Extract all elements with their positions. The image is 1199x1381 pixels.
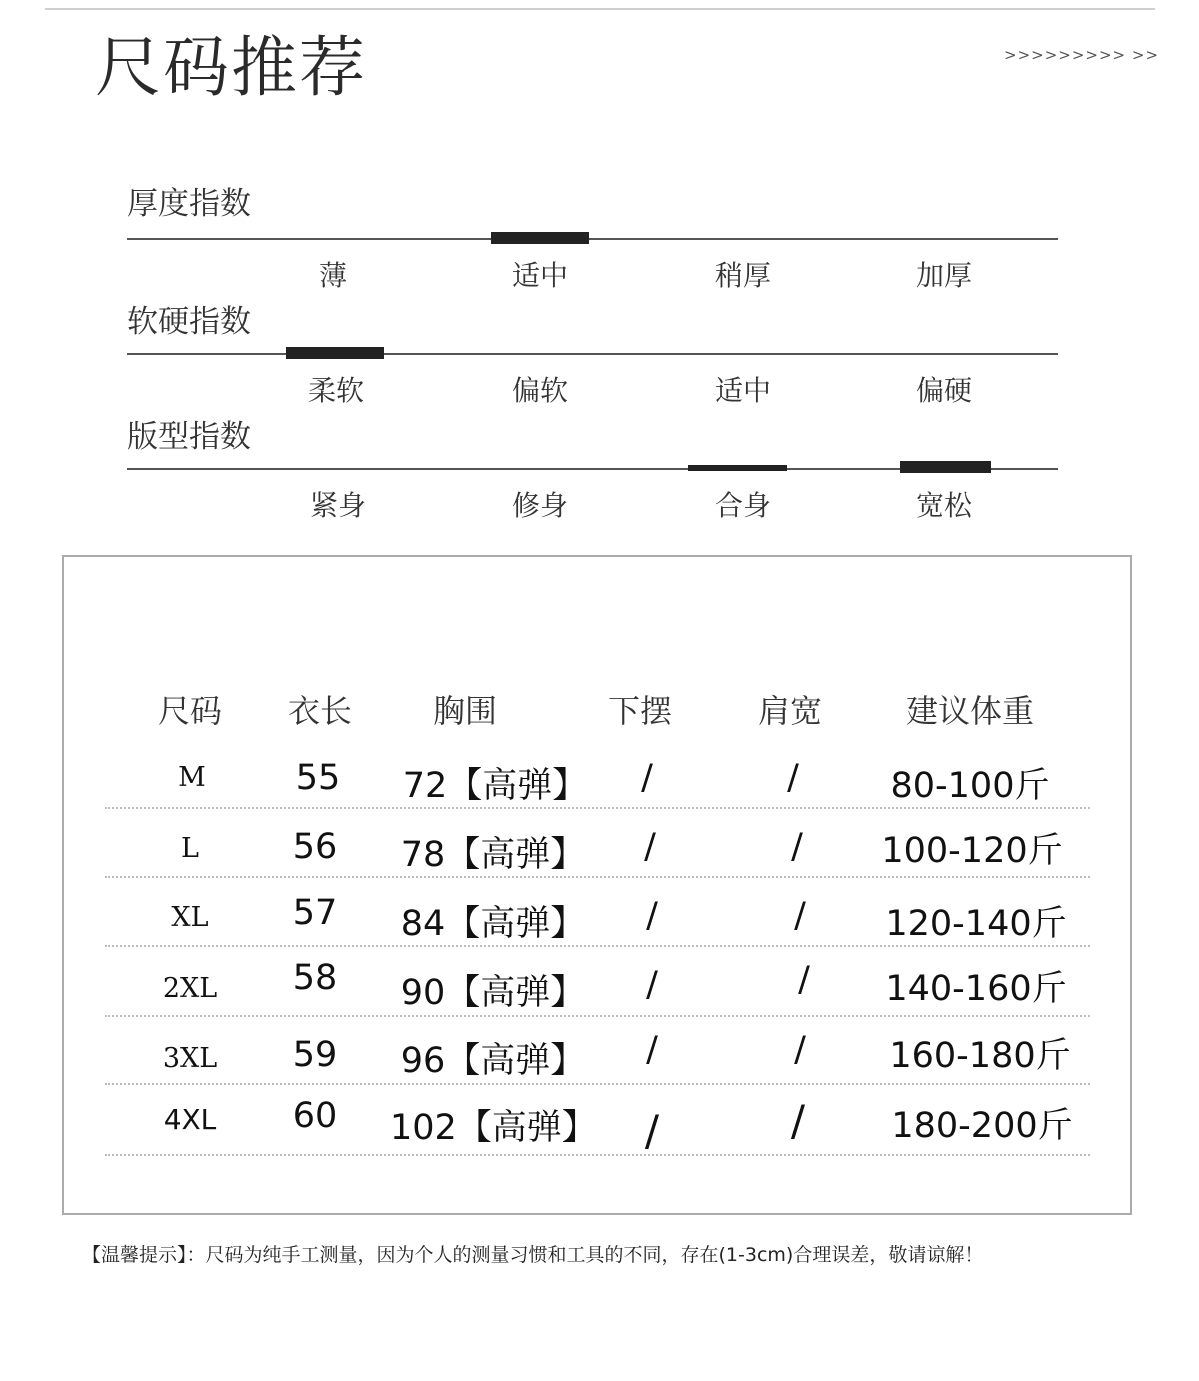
table-row-shoulder: / — [794, 896, 806, 936]
fit-option-regular: 合身 — [714, 489, 771, 522]
softness-option-soft: 柔软 — [307, 374, 364, 407]
table-row-shoulder: / — [794, 1030, 806, 1070]
thickness-option-thin: 薄 — [318, 259, 347, 292]
row-divider — [105, 1015, 1090, 1017]
table-row-hem: / — [641, 758, 653, 798]
softness-option-slightly-hard: 偏硬 — [915, 374, 972, 407]
fit-index-label: 版型指数 — [127, 419, 251, 455]
row-divider — [105, 876, 1090, 878]
table-row-weight: 140-160斤 — [885, 969, 1067, 1009]
table-row-length: 59 — [292, 1035, 338, 1075]
table-row-chest: 90【高弹】 — [400, 973, 586, 1013]
table-row-length: 56 — [292, 827, 338, 867]
table-row-chest: 84【高弹】 — [400, 904, 586, 944]
thickness-option-thick: 加厚 — [915, 259, 972, 292]
table-row-shoulder: / — [787, 758, 799, 798]
table-row-length: 55 — [295, 758, 341, 798]
softness-option-medium: 适中 — [714, 374, 771, 407]
thickness-index-label: 厚度指数 — [127, 186, 251, 222]
table-row-chest: 102【高弹】 — [390, 1108, 597, 1148]
header-weight: 建议体重 — [905, 692, 1034, 730]
thickness-index-line — [127, 238, 1058, 240]
thickness-option-medium: 适中 — [511, 259, 568, 292]
arrow-decoration: >>>>>>>>> >> — [1004, 46, 1160, 64]
softness-index-label: 软硬指数 — [127, 304, 251, 340]
table-row-hem: / — [644, 1106, 660, 1155]
table-row-weight: 120-140斤 — [885, 904, 1067, 944]
table-row-size: 3XL — [162, 1043, 218, 1074]
fit-option-tight: 紧身 — [309, 489, 366, 522]
table-row-chest: 96【高弹】 — [400, 1041, 586, 1081]
header-hem: 下摆 — [607, 692, 672, 730]
fit-option-loose: 宽松 — [915, 489, 972, 522]
top-divider — [45, 8, 1155, 10]
table-row-size: 2XL — [162, 973, 218, 1004]
thickness-selected-marker — [491, 232, 589, 244]
table-row-chest: 78【高弹】 — [400, 835, 586, 875]
row-divider — [105, 1083, 1090, 1085]
table-row-weight: 160-180斤 — [889, 1036, 1071, 1076]
thickness-option-slightly-thick: 稍厚 — [714, 259, 771, 292]
row-divider — [105, 945, 1090, 947]
table-row-size: 4XL — [163, 1103, 217, 1136]
row-divider — [105, 807, 1090, 809]
table-row-hem: / — [646, 965, 658, 1005]
softness-selected-marker — [286, 347, 384, 359]
table-row-weight: 180-200斤 — [891, 1106, 1073, 1146]
fit-option-slim: 修身 — [511, 489, 568, 522]
table-row-length: 58 — [292, 958, 338, 998]
table-row-size: L — [181, 833, 199, 864]
table-row-shoulder: / — [790, 1096, 806, 1145]
fit-selected-marker-loose — [900, 461, 991, 473]
softness-index-line — [127, 353, 1058, 355]
table-row-weight: 100-120斤 — [881, 831, 1063, 871]
table-row-shoulder: / — [791, 827, 803, 867]
row-divider — [105, 1154, 1090, 1156]
table-row-length: 60 — [292, 1096, 338, 1136]
header-length: 衣长 — [287, 692, 352, 730]
table-row-shoulder: / — [798, 960, 810, 1000]
table-row-hem: / — [646, 896, 658, 936]
table-row-hem: / — [646, 1030, 658, 1070]
header-shoulder: 肩宽 — [757, 692, 822, 730]
table-row-weight: 80-100斤 — [890, 766, 1050, 806]
measurement-tip: 【温馨提示】：尺码为纯手工测量，因为个人的测量习惯和工具的不同，存在(1-3cm)合理误差，敬请谅解！ — [82, 1244, 984, 1266]
header-size: 尺码 — [157, 692, 222, 730]
softness-option-slightly-soft: 偏软 — [511, 374, 568, 407]
table-row-chest: 72【高弹】 — [402, 766, 588, 806]
header-chest: 胸围 — [432, 692, 497, 730]
table-row-length: 57 — [292, 893, 338, 933]
table-row-hem: / — [644, 827, 656, 867]
fit-selected-marker-regular — [688, 465, 787, 471]
page-title: 尺码推荐 — [95, 29, 367, 106]
table-row-size: M — [178, 762, 206, 793]
table-row-size: XL — [171, 902, 209, 933]
